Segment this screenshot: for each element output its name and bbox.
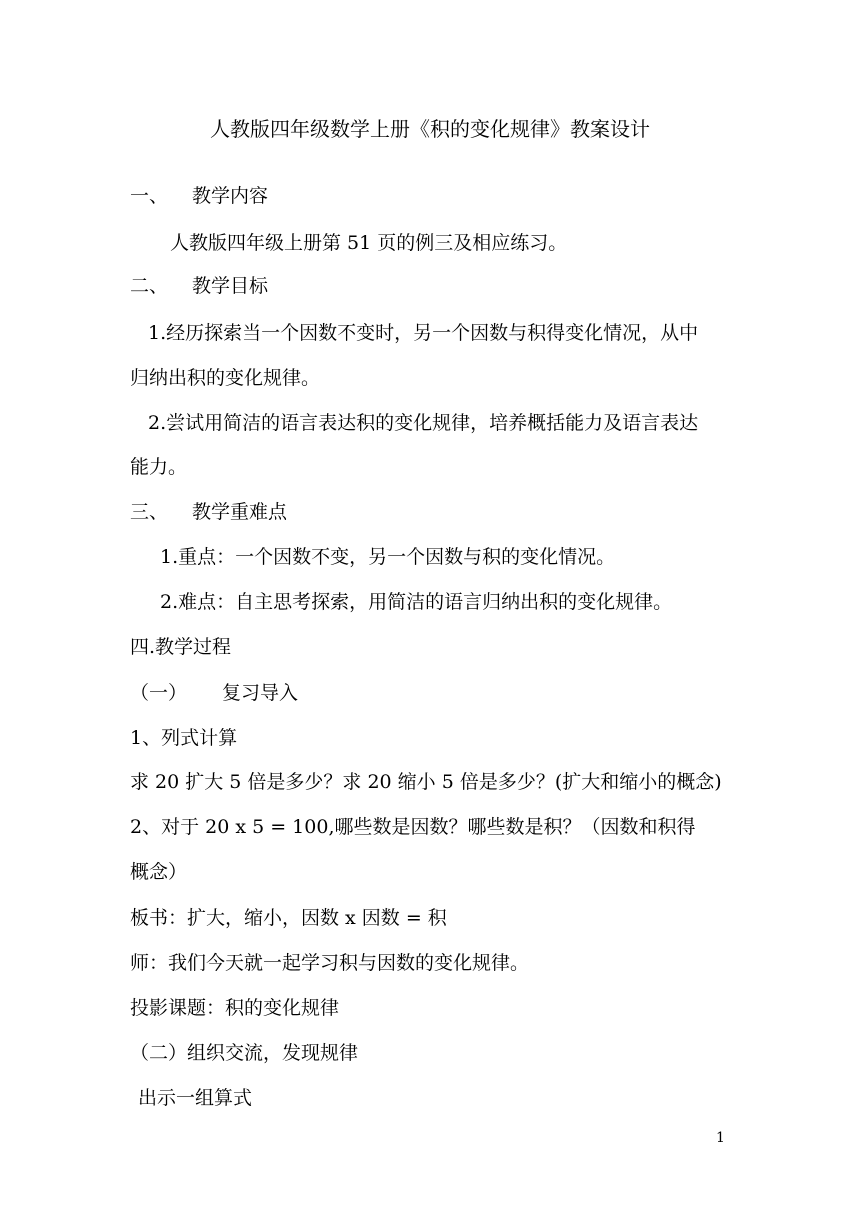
paragraph-7: 出示一组算式 (138, 1087, 253, 1109)
section-3-heading (130, 500, 287, 524)
objective-1-line-2: 归纳出积的变化规律。 (130, 367, 321, 389)
objective-1-line-1: 1.经历探索当一个因数不变时，另一个因数与积得变化情况，从中 (148, 322, 699, 344)
subsection-1-heading (130, 681, 298, 705)
paragraph-3-line-2: 概念） (130, 861, 188, 883)
section-1-text: 人教版四年级上册第 51 页的例三及相应练习。 (170, 232, 568, 254)
difficult-point: 2.难点：自主思考探索，用简洁的语言归纳出积的变化规律。 (160, 591, 673, 613)
subsection-1-number: （一） (130, 682, 188, 704)
section-1-title: 教学内容 (192, 185, 269, 207)
section-3-title: 教学重难点 (192, 501, 288, 523)
section-3-number: 三、 (130, 501, 169, 523)
paragraph-4: 板书：扩大，缩小，因数 x 因数 = 积 (130, 907, 447, 929)
objective-2-line-2: 能力。 (130, 456, 188, 478)
section-1-number: 一、 (130, 185, 169, 207)
section-2-heading (130, 274, 268, 298)
objective-2-line-1: 2.尝试用简洁的语言表达积的变化规律，培养概括能力及语言表达 (148, 412, 699, 434)
page-number: 1 (716, 1130, 725, 1146)
paragraph-1: 1、列式计算 (130, 727, 238, 749)
paragraph-2: 求 20 扩大 5 倍是多少？求 20 缩小 5 倍是多少？(扩大和缩小的概念) (130, 771, 722, 793)
key-point: 1.重点：一个因数不变，另一个因数与积的变化情况。 (160, 546, 616, 568)
paragraph-5: 师：我们今天就一起学习积与因数的变化规律。 (130, 952, 530, 974)
paragraph-6: 投影课题：积的变化规律 (130, 997, 340, 1019)
section-4-heading: 四.教学过程 (130, 636, 232, 658)
paragraph-3-line-1: 2、对于 20 x 5 = 100,哪些数是因数？哪些数是积？（因数和积得 (130, 816, 696, 838)
subsection-2-heading: （二）组织交流，发现规律 (130, 1042, 359, 1064)
section-2-number: 二、 (130, 275, 169, 297)
section-1-heading (130, 184, 268, 208)
document-title: 人教版四年级数学上册《积的变化规律》教案设计 (210, 117, 650, 141)
section-2-title: 教学目标 (192, 275, 269, 297)
subsection-1-title: 复习导入 (222, 682, 299, 704)
